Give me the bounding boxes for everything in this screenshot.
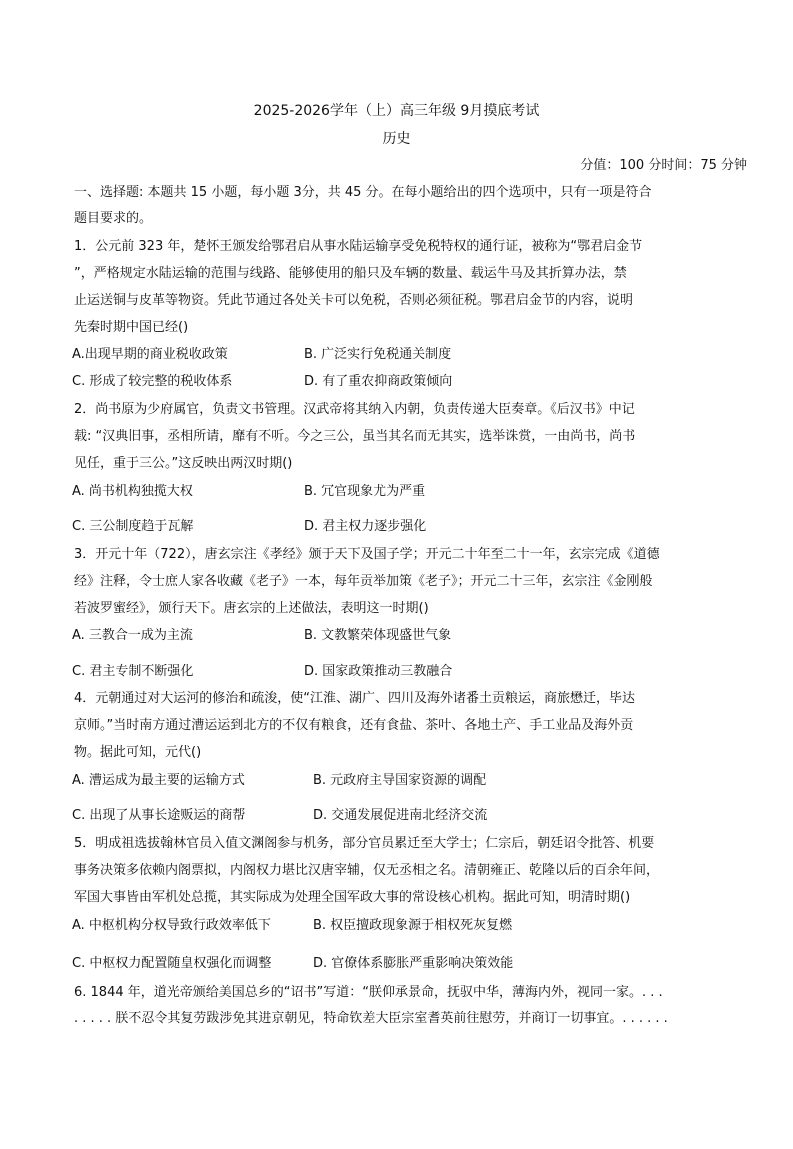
exam-title: 2025-2026学年（上）高三年级 9月摸底考试 [253,103,540,119]
section-heading-cont: 题目要求的。 [74,211,153,226]
q2-stem-line: 载: “汉典旧事，丞相所请，靡有不听。今之三公，虽当其名而无其实，选举诛赏，一由尚书，尚书 [74,429,636,444]
q2-option-c: C. 三公制度趋于瓦解 [72,519,194,534]
q3-option-c: C. 君主专制不断强化 [72,664,194,679]
section-heading: 一、选择题: 本题共 15 小题，每小题 3分，共 45 分。在每小题给出的四个选项中，只有一项是符合 [74,185,652,200]
q4-option-b: B. 元政府主导国家资源的调配 [313,773,487,788]
q3-option-a: A. 三教合一成为主流 [72,628,193,643]
q1-stem-line: ”，严格规定水陆运输的范围与线路、能够使用的船只及车辆的数量、载运牛马及其折算办法，禁 [74,266,627,281]
q5-option-d: D. 官僚体系膨胀严重影响决策效能 [313,956,514,971]
q4-stem-line: 4．元朝通过对大运河的修治和疏浚，使“江淮、湖广、四川及海外诸番土贡粮运，商旅懋迁，毕达 [74,691,636,706]
q2-option-a: A. 尚书机构独揽大权 [72,484,193,499]
q4-stem-line: 京师。”当时南方通过漕运运到北方的不仅有粮食，还有食盐、茶叶、各地土产、手工业品及海外贡 [74,718,634,733]
q2-option-d: D. 君主权力逐步强化 [304,519,427,534]
subject-title: 历史 [382,131,411,147]
q6-stem-line: 6. 1844 年，道光帝颁给美国总乡的“诏书”写道：“朕仰承景命，抚驭中华，薄海内外，视同一家。. . . [74,985,663,1000]
q1-stem-line: 止运送铜与皮革等物资。凭此节通过各处关卡可以免税，否则必须征税。鄂君启金节的内容，说明 [74,293,634,308]
q2-stem-line: 见任，重于三公。”这反映出两汉时期() [74,456,293,471]
q5-stem-line: 军国大事皆由军机处总揽，其实际成为处理全国军政大事的常设核心机构。据此可知，明清时期() [74,890,631,905]
q5-option-a: A. 中枢机构分权导致行政效率低下 [72,918,271,933]
q4-option-d: D. 交通发展促进南北经济交流 [313,808,488,823]
q3-option-d: D. 国家政策推动三教融合 [304,664,453,679]
q1-stem-line: 1．公元前 323 年，楚怀王颁发给鄂君启从事水陆运输享受免税特权的通行证，被称为“鄂君启金节 [74,239,643,254]
q1-option-c: C. 形成了较完整的税收体系 [72,374,233,389]
q5-stem-line: 事务决策多依赖内阁票拟，内阁权力堪比汉唐宰辅，仅无丞相之名。清朝雍正、乾隆以后的百余年间， [74,863,660,878]
q4-stem-line: 物。据此可知，元代() [74,745,202,760]
q6-stem-line: . . . . . 朕不忍令其复劳跋涉免其进京朝见，特命钦差大臣宗室耆英前往慰劳，并商订一切事宜。. . . . . . [74,1011,668,1026]
q2-option-b: B. 冗官现象尤为严重 [304,484,426,499]
q1-option-d: D. 有了重农抑商政策倾向 [304,374,453,389]
q3-stem-line: 若波罗蜜经》，颁行天下。唐玄宗的上述做法，表明这一时期() [74,601,429,616]
q2-stem-line: 2．尚书原为少府属官，负责文书管理。汉武帝将其纳入内朝，负责传递大臣奏章。《后汉书》中记 [74,402,635,417]
q1-option-b: B. 广泛实行免税通关制度 [304,347,452,362]
q5-stem-line: 5．明成祖选拔翰林官员入值文渊阁参与机务，部分官员累迁至大学士；仁宗后，朝廷诏令批答、机要 [74,836,655,851]
q3-stem-line: 经》注释，令士庶人家各收藏《老子》一本，每年贡举加策《老子》；开元二十三年，玄宗注《金刚般 [74,574,653,589]
q3-stem-line: 3．开元十年（722），唐玄宗注《孝经》颁于天下及国子学；开元二十年至二十一年，玄宗完成《道德 [74,547,660,562]
q5-option-b: B. 权臣擅政现象源于相权死灰复燃 [313,918,513,933]
q5-option-c: C. 中枢权力配置随皇权强化而调整 [72,956,272,971]
q3-option-b: B. 文教繁荣体现盛世气象 [304,628,452,643]
q1-option-a: A.出现早期的商业税收政策 [72,347,228,362]
q4-option-c: C. 出现了从事长途贩运的商帮 [72,808,246,823]
q1-stem-line: 先秦时期中国已经() [74,320,189,335]
q4-option-a: A. 漕运成为最主要的运输方式 [72,773,245,788]
score-time-info: 分值：100 分时间：75 分钟 [580,158,747,173]
